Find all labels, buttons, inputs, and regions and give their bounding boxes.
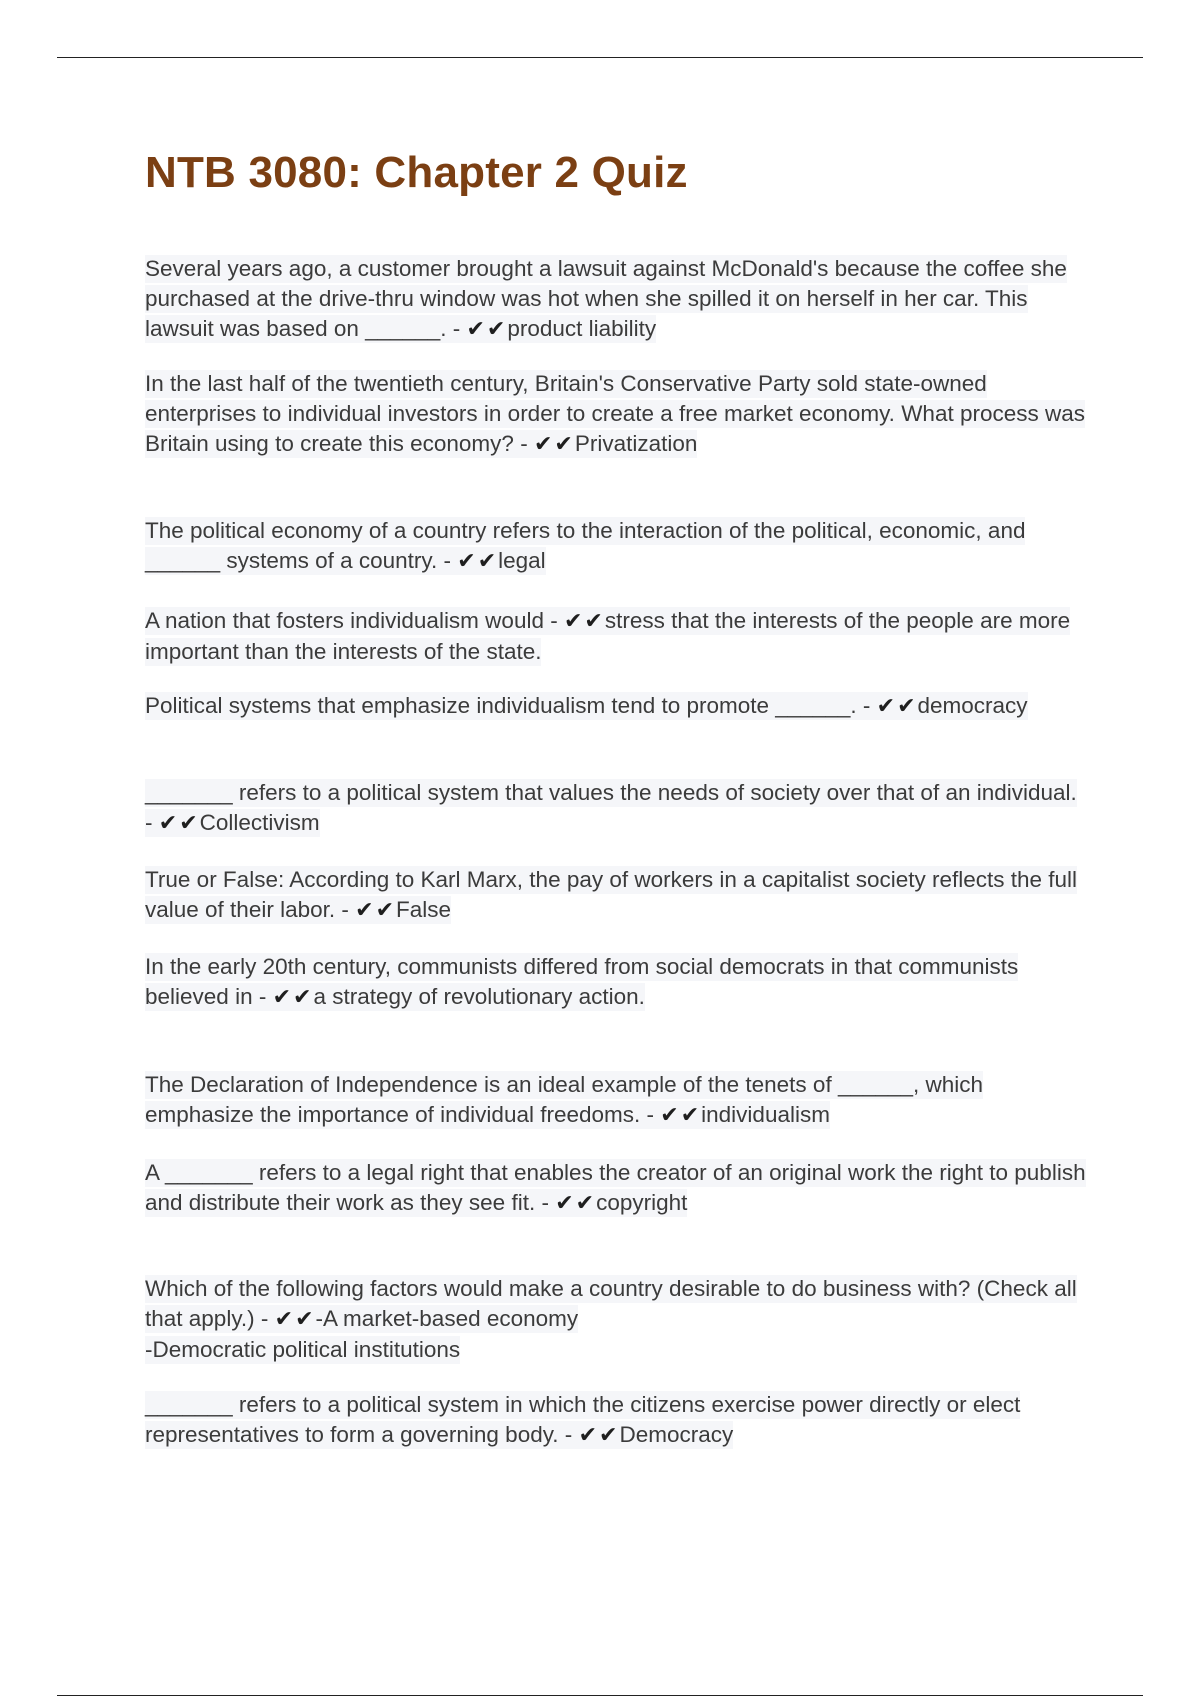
double-check-icon: ✔✔: [158, 811, 200, 836]
quiz-item-2: [145, 369, 1090, 460]
answer-text: democracy: [917, 693, 1028, 718]
double-check-icon: ✔✔: [578, 1423, 620, 1448]
double-check-icon: ✔✔: [876, 694, 918, 719]
question-text: In the early 20th century, communists differed from social democrats in that communists believed in - ✔✔a strategy of revolutionary action.: [145, 954, 1019, 1010]
double-check-icon: ✔✔: [533, 432, 575, 457]
answer-text: Privatization: [574, 431, 698, 456]
quiz-item-11: [145, 1274, 1090, 1365]
question-text: Several years ago, a customer brought a lawsuit against McDonald's because the coffee she purchased at the drive-thru window was hot when she spilled it on herself in her car. This lawsuit was based on ______. - ✔✔product liability: [145, 256, 1067, 342]
double-check-icon: ✔✔: [272, 985, 314, 1010]
answer-text: stress that the interests of the people are more important than the interests of the state.: [145, 608, 1071, 664]
quiz-item-1: [145, 254, 1090, 345]
answer-text: copyright: [596, 1190, 688, 1215]
quiz-item-5: [145, 691, 1090, 722]
question-text: The political economy of a country refers to the interaction of the political, economic, and ______ systems of a country. - ✔✔legal: [145, 518, 1026, 574]
quiz-item-9: [145, 1070, 1090, 1131]
question-text: _______ refers to a political system in which the citizens exercise power directly or elect representatives to form a governing body. - ✔✔Democracy: [145, 1392, 1021, 1448]
quiz-item-4: [145, 606, 1090, 667]
question-text: _______ refers to a political system that values the needs of society over that of an individual. - ✔✔Collectivism: [145, 780, 1077, 836]
answer-text: Democracy: [619, 1422, 734, 1447]
quiz-item-7: [145, 865, 1090, 926]
answer-text: legal: [498, 548, 546, 573]
question-text: In the last half of the twentieth century, Britain's Conservative Party sold state-owned enterprises to individual investors in order to create a free market economy. What process was Britain using to create this economy? - ✔✔Privatization: [145, 371, 1086, 457]
answer-text: False: [396, 897, 452, 922]
double-check-icon: ✔✔: [466, 317, 508, 342]
double-check-icon: ✔✔: [563, 609, 605, 634]
double-check-icon: ✔✔: [457, 549, 499, 574]
answer-text: individualism: [701, 1102, 830, 1127]
quiz-item-6: [145, 778, 1090, 839]
double-check-icon: ✔✔: [355, 898, 397, 923]
top-rule: [57, 57, 1143, 58]
quiz-item-10: [145, 1158, 1090, 1219]
quiz-item-8: [145, 952, 1090, 1013]
double-check-icon: ✔✔: [555, 1191, 597, 1216]
question-text: The Declaration of Independence is an ideal example of the tenets of ______, which emphasize the importance of individual freedoms. - ✔✔individualism: [145, 1072, 984, 1128]
page-title: NTB 3080: Chapter 2 Quiz: [145, 148, 688, 197]
double-check-icon: ✔✔: [274, 1307, 316, 1332]
double-check-icon: ✔✔: [660, 1103, 702, 1128]
quiz-item-12: [145, 1390, 1090, 1451]
answer-text-extra: -Democratic political institutions: [145, 1337, 461, 1362]
answer-text: product liability: [507, 316, 657, 341]
question-text: A _______ refers to a legal right that enables the creator of an original work the right to publish and distribute their work as they see fit. - ✔✔copyright: [145, 1160, 1086, 1216]
quiz-item-3: [145, 516, 1090, 577]
answer-text: Collectivism: [199, 810, 320, 835]
bottom-rule: [57, 1695, 1143, 1696]
question-text: A nation that fosters individualism would - ✔✔stress that the interests of the people are more important than the interests of the state.: [145, 608, 1071, 664]
answer-text: a strategy of revolutionary action.: [313, 984, 645, 1009]
question-text: Which of the following factors would make a country desirable to do business with? (Check all that apply.) - ✔✔-A market-based economy -Democratic political institutions: [145, 1276, 1077, 1362]
question-text: Political systems that emphasize individualism tend to promote ______. - ✔✔democracy: [145, 693, 1028, 719]
answer-text: -A market-based economy: [315, 1306, 579, 1331]
question-text: True or False: According to Karl Marx, the pay of workers in a capitalist society reflects the full value of their labor. - ✔✔False: [145, 867, 1078, 923]
